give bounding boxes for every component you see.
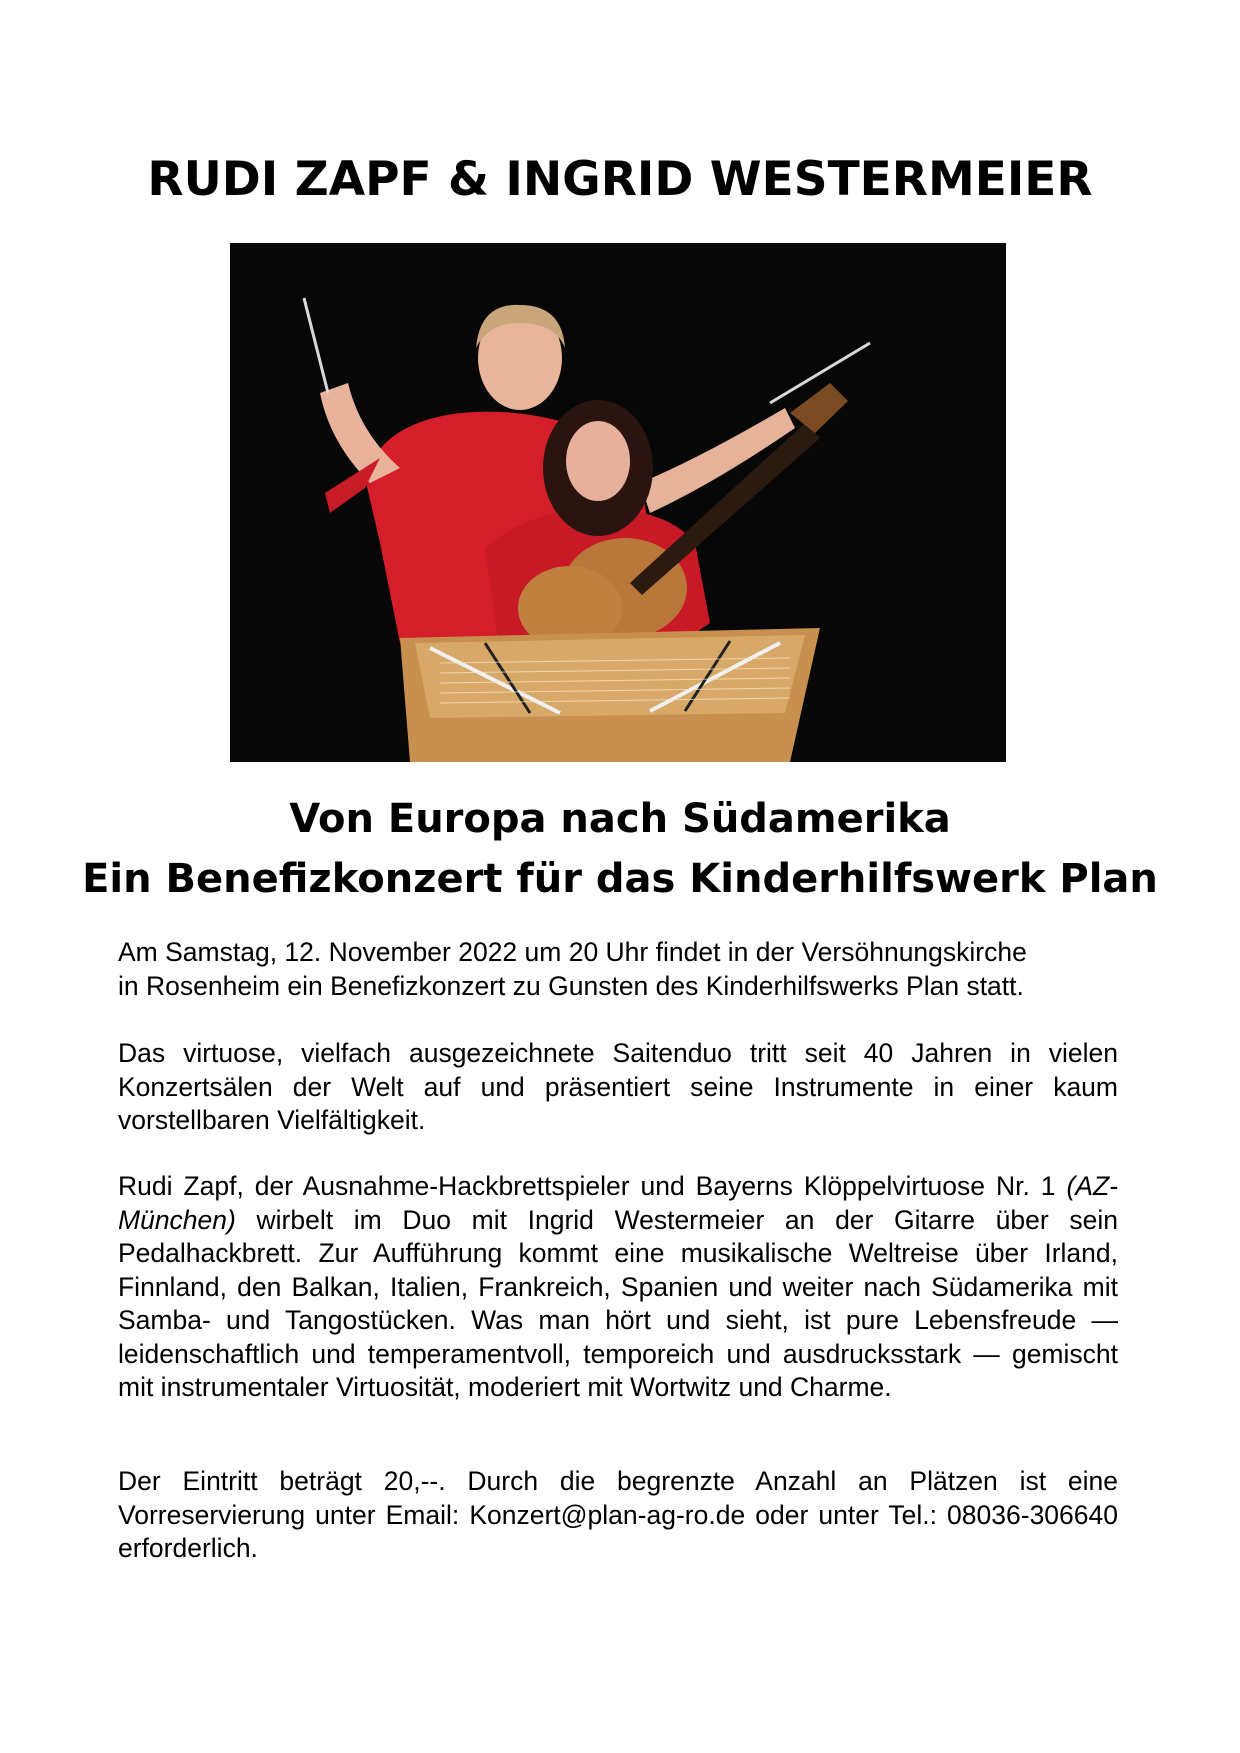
page-title: RUDI ZAPF & INGRID WESTERMEIER [147, 152, 1093, 207]
paragraph-line: in Rosenheim ein Benefizkonzert zu Gunsten des Kinderhilfswerks Plan statt. [118, 970, 1024, 1001]
press-quote-source: (AZ-München) [118, 1171, 1118, 1235]
subtitle-line-1: Von Europa nach Südamerika [289, 796, 951, 842]
paragraph-text: wirbelt im Duo mit Ingrid Westermeier an der Gitarre über sein Pedalhackbrett. Zur Aufführung kommt eine musikalische Weltreise über Irland, Finnland, den Balkan, Italien, Frankreich, Spanien und weiter nach Südamerika mit Samba- und Tangostücken. Was man hört und sieht, ist pure Lebensfreude — leidenschaftlich und temperamentvoll, temporeich und ausdrucksstark — gemischt mit instrumentaler Virtuosität, moderiert mit Wortwitz und Charme. [118, 1204, 1118, 1402]
paragraph-date-location [118, 936, 1118, 1003]
paragraph-admission: Der Eintritt beträgt 20,--. Durch die begrenzte Anzahl an Plätzen ist eine Vorreservierung unter Email: Konzert@plan-ag-ro.de oder unter Tel.: 08036-306640 erforderlich. [118, 1466, 1118, 1563]
paragraph-duo-description: Das virtuose, vielfach ausgezeichnete Saitenduo tritt seit 40 Jahren in vielen Konzertsälen der Welt auf und präsentiert seine Instrumente in einer kaum vorstellbaren Vielfältigkeit. [118, 1038, 1118, 1135]
duo-photo-icon [230, 243, 1006, 762]
duo-photo [230, 243, 1006, 762]
paragraph-program [118, 1170, 1118, 1405]
subtitle-line-2: Ein Benefizkonzert für das Kinderhilfswerk Plan [82, 856, 1158, 902]
paragraph-line: Am Samstag, 12. November 2022 um 20 Uhr findet in der Versöhnungskirche [118, 937, 1027, 967]
paragraph-text: Rudi Zapf, der Ausnahme-Hackbrettspieler und Bayerns Klöppelvirtuose Nr. 1 [118, 1171, 1067, 1201]
